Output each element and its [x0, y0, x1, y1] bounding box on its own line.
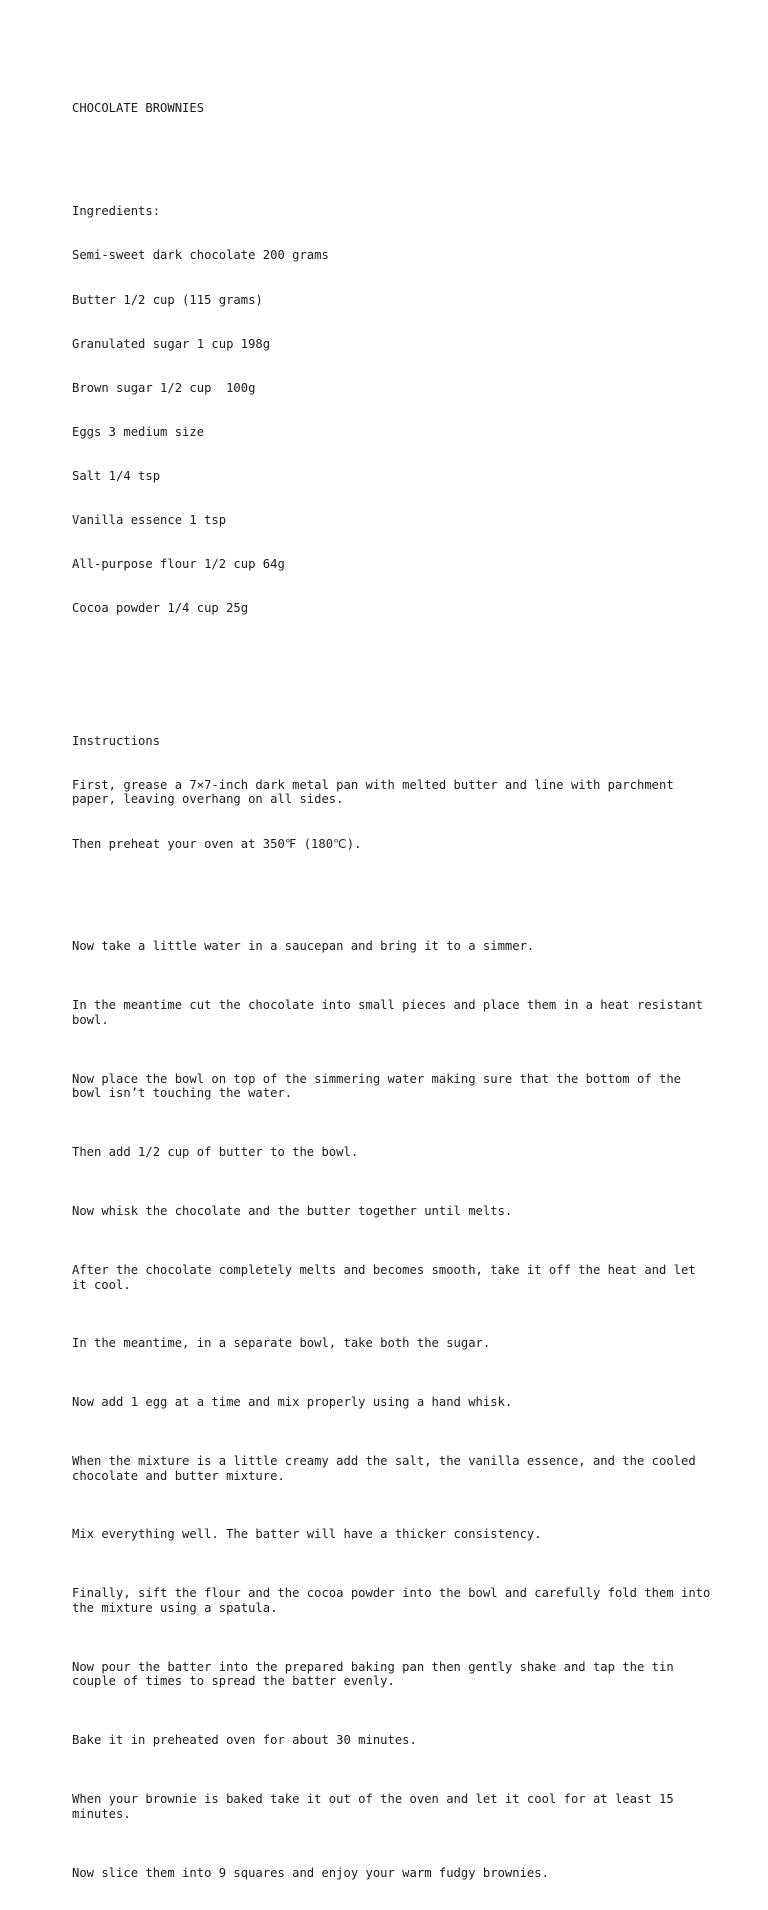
instruction-step: In the meantime cut the chocolate into small pieces and place them in a heat resistant bowl. [72, 998, 711, 1027]
ingredient-item: Cocoa powder 1/4 cup 25g [72, 601, 249, 616]
instructions-section [72, 704, 712, 880]
ingredient-item: Brown sugar 1/2 cup 100g [72, 380, 256, 395]
instructions-heading: Instructions [72, 733, 161, 748]
instruction-step: In the meantime, in a separate bowl, take both the sugar. [72, 1336, 491, 1351]
ingredient-item: Semi-sweet dark chocolate 200 grams [72, 248, 329, 263]
instruction-step: After the chocolate completely melts and becomes smooth, take it off the heat and let it cool. [72, 1262, 704, 1292]
ingredient-item: Butter 1/2 cup (115 grams) [72, 292, 263, 307]
instruction-step: Then add 1/2 cup of butter to the bowl. [72, 1145, 359, 1160]
recipe-document [72, 72, 718, 1910]
ingredient-item: Salt 1/4 tsp [72, 468, 161, 483]
instruction-step: Now pour the batter into the prepared baking pan then gently shake and tap the tin couple of times to spread the batter evenly. [72, 1659, 682, 1689]
ingredient-item: Granulated sugar 1 cup 198g [72, 336, 271, 351]
instruction-step: When your brownie is baked take it out of the oven and let it cool for at least 15 minutes. [72, 1792, 682, 1821]
ingredients-section [72, 175, 712, 646]
ingredient-item: Eggs 3 medium size [72, 424, 205, 439]
instruction-step: Bake it in preheated oven for about 30 minutes. [72, 1733, 417, 1748]
instruction-step: First, grease a 7×7-inch dark metal pan with melted butter and line with parchment paper, leaving overhang on all sides. [72, 777, 682, 807]
instruction-step: Finally, sift the flour and the cocoa powder into the bowl and carefully fold them into the mixture using a spatula. [72, 1586, 718, 1615]
instruction-step: When the mixture is a little creamy add the salt, the vanilla essence, and the cooled chocolate and butter mixture. [72, 1453, 704, 1483]
instruction-step: Now add 1 egg at a time and mix properly using a hand whisk. [72, 1395, 513, 1410]
instruction-step: Now take a little water in a saucepan and bring it to a simmer. [72, 939, 535, 954]
instruction-step: Mix everything well. The batter will have a thicker consistency. [72, 1527, 542, 1542]
instruction-step: Now place the bowl on top of the simmering water making sure that the bottom of the bowl isn’t touching the water. [72, 1071, 689, 1101]
instruction-step: Then preheat your oven at 350℉ (180℃). [72, 836, 362, 851]
ingredient-item: All-purpose flour 1/2 cup 64g [72, 557, 285, 572]
instruction-step: Now whisk the chocolate and the butter together until melts. [72, 1204, 513, 1219]
ingredient-item: Vanilla essence 1 tsp [72, 513, 227, 528]
recipe-title: CHOCOLATE BROWNIES [72, 101, 205, 116]
instruction-step: Now slice them into 9 squares and enjoy your warm fudgy brownies. [72, 1865, 549, 1880]
ingredients-heading: Ingredients: [72, 204, 161, 219]
